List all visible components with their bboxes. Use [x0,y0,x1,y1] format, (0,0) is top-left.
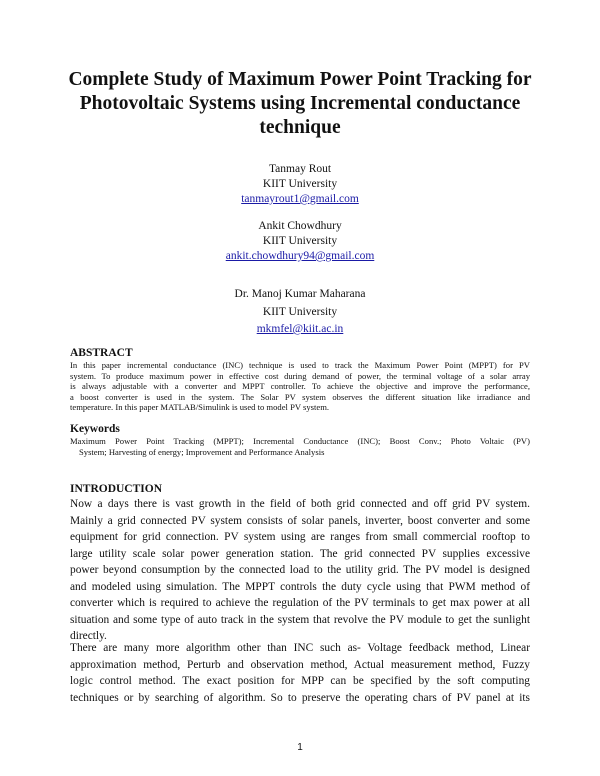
keywords-line: Maximum Power Point Tracking (MPPT); Incremental Conductance (INC); Boost Conv.; Photo Voltaic (PV) [70,436,530,446]
paper-title [60,68,540,140]
author-affiliation: KIIT University [262,178,338,190]
author-block [150,162,450,207]
page-number: 1 [297,742,303,753]
abstract-line: a boost converter is used in the system. The Solar PV system observes the different situation like irradiance and [70,391,530,402]
keywords-heading: Keywords [70,423,120,435]
title-line: Photovoltaic Systems using Incremental conductance [79,93,521,114]
paragraph-line: Mainly a grid connected PV system consists of solar panels, inverter, boost converter and some [70,514,530,527]
paragraph-line: equipment for grid connection. PV system using are ranges from small commercial rooftop to [70,531,530,543]
author-email-link[interactable]: tanmayrout1@gmail.com [241,193,359,205]
paragraph-line: directly. [70,630,107,642]
paragraph-line: There are many more algorithm other than INC such as- Voltage feedback method, Linear [70,642,530,654]
introduction-paragraph [70,496,530,645]
abstract-line: temperature. In this paper MATLAB/Simulink is used to model PV system. [70,402,330,413]
author-affiliation: KIIT University [262,235,338,247]
author-email-link[interactable]: ankit.chowdhury94@gmail.com [225,250,375,262]
introduction-paragraph [70,640,530,706]
keywords-line: System; Harvesting of energy; Improvement and Performance Analysis [79,447,325,457]
abstract-text [70,360,530,413]
abstract-heading: ABSTRACT [70,347,133,359]
title-line: technique [259,117,341,138]
paragraph-line: approximation method, Perturb and observation method, Actual measurement method, Fuzzy [70,658,530,671]
introduction-heading: INTRODUCTION [70,483,163,495]
title-line: Complete Study of Maximum Power Point Tracking for [68,69,532,90]
author-name: Ankit Chowdhury [258,220,342,232]
abstract-line: In this paper incremental conductance (INC) technique is used to track the Maximum Power Point (MPPT) for PV [70,360,530,370]
paragraph-line: logic control method. The exact position for MPP can be specified by the soft computing [70,675,530,687]
paragraph-line: and modeled using simulation. The MPPT controls the duty cycle using that PWM method of [70,580,530,593]
keywords-text [70,436,530,458]
author-block [150,286,450,339]
paragraph-line: large utility scale solar power generation station. The grid connected PV supplies excessive [70,547,530,560]
abstract-line: system. To produce maximum power in effective cost during demand of power, the terminal voltage of a solar array [70,370,530,381]
author-name: Tanmay Rout [268,163,332,175]
paragraph-line: Now a days there is vast growth in the field of both grid connected and off grid PV system. [70,498,530,510]
paragraph-line: situation and some type of auto track in the system that revolve the PV module to get the sunlight [70,613,530,626]
author-name: Dr. Manoj Kumar Maharana [234,288,366,300]
paragraph-line: techniques or by searching of algorithm. So to preserve the operating chars of PV panel at its [70,691,530,704]
abstract-line: is always adjustable with a converter and MPPT controller. To achieve the objective and improve the performance, [70,381,530,392]
author-block [150,219,450,264]
paragraph-line: converter which is required to achieve the regulation of the PV terminals to get max power at all [70,597,530,609]
author-email-link[interactable]: mkmfel@kiit.ac.in [256,323,344,335]
author-affiliation: KIIT University [262,305,338,318]
paragraph-line: power beyond consumption by the connected load to the utility grid. The PV model is designed [70,564,530,576]
